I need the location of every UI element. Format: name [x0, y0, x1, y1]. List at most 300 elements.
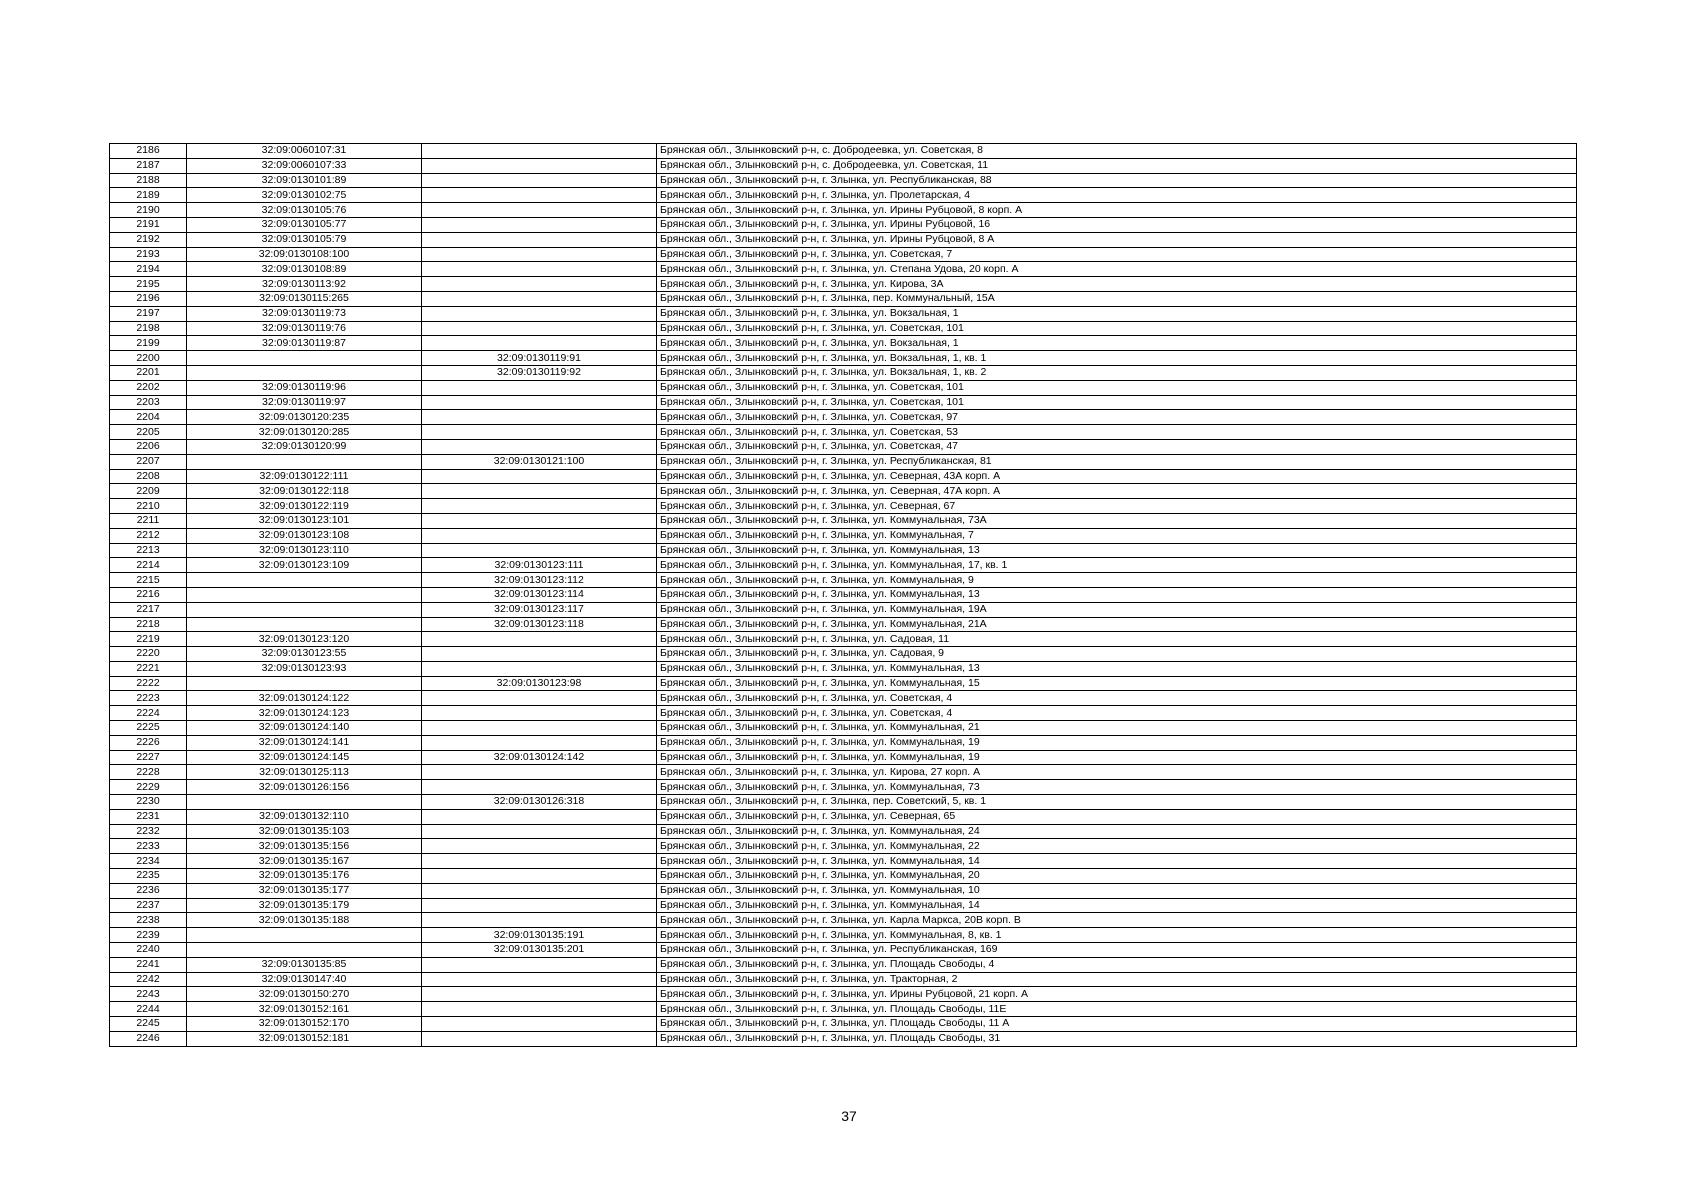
cadastral-number-cell: 32:09:0130152:170: [187, 1017, 422, 1032]
row-number-cell: 2223: [110, 691, 187, 706]
row-number-cell: 2211: [110, 513, 187, 528]
table-row: [110, 913, 1577, 928]
address-cell: Брянская обл., Злынковский р-н, г. Злынка, ул. Коммунальная, 21А: [657, 617, 1577, 632]
table-row: [110, 661, 1577, 676]
address-cell: Брянская обл., Злынковский р-н, г. Злынка, ул. Ирины Рубцовой, 16: [657, 217, 1577, 232]
row-number-cell: 2199: [110, 336, 187, 351]
cadastral-number-cell: 32:09:0130132:110: [187, 809, 422, 824]
premises-cadastral-number-cell: [422, 1031, 657, 1046]
premises-cadastral-number-cell: [422, 425, 657, 440]
row-number-cell: 2230: [110, 795, 187, 810]
table-row: [110, 854, 1577, 869]
address-cell: Брянская обл., Злынковский р-н, г. Злынка, ул. Коммунальная, 15: [657, 676, 1577, 691]
premises-cadastral-number-cell: [422, 321, 657, 336]
row-number-cell: 2202: [110, 380, 187, 395]
table-row: [110, 928, 1577, 943]
address-cell: Брянская обл., Злынковский р-н, г. Злынка, ул. Ирины Рубцовой, 21 корп. А: [657, 987, 1577, 1002]
premises-cadastral-number-cell: [422, 410, 657, 425]
cadastral-number-cell: 32:09:0130120:235: [187, 410, 422, 425]
premises-cadastral-number-cell: [422, 854, 657, 869]
premises-cadastral-number-cell: [422, 691, 657, 706]
table-row: [110, 824, 1577, 839]
row-number-cell: 2195: [110, 277, 187, 292]
premises-cadastral-number-cell: [422, 765, 657, 780]
table-row: [110, 795, 1577, 810]
premises-cadastral-number-cell: [422, 277, 657, 292]
address-cell: Брянская обл., Злынковский р-н, г. Злынка, ул. Северная, 47А корп. А: [657, 484, 1577, 499]
row-number-cell: 2212: [110, 528, 187, 543]
address-cell: Брянская обл., Злынковский р-н, г. Злынка, ул. Кирова, 3А: [657, 277, 1577, 292]
table-row: [110, 158, 1577, 173]
address-cell: Брянская обл., Злынковский р-н, г. Злынка, ул. Вокзальная, 1, кв. 2: [657, 365, 1577, 380]
row-number-cell: 2246: [110, 1031, 187, 1046]
cadastral-number-cell: [187, 365, 422, 380]
address-cell: Брянская обл., Злынковский р-н, г. Злынка, ул. Ирины Рубцовой, 8 корп. А: [657, 203, 1577, 218]
row-number-cell: 2240: [110, 943, 187, 958]
premises-cadastral-number-cell: 32:09:0130119:92: [422, 365, 657, 380]
address-cell: Брянская обл., Злынковский р-н, г. Злынка, ул. Садовая, 9: [657, 647, 1577, 662]
cadastral-number-cell: [187, 602, 422, 617]
premises-cadastral-number-cell: [422, 336, 657, 351]
cadastral-number-cell: 32:09:0130120:285: [187, 425, 422, 440]
address-cell: Брянская обл., Злынковский р-н, г. Злынка, ул. Северная, 67: [657, 499, 1577, 514]
premises-cadastral-number-cell: 32:09:0130123:118: [422, 617, 657, 632]
premises-cadastral-number-cell: [422, 291, 657, 306]
table-row: [110, 1017, 1577, 1032]
cadastral-number-cell: 32:09:0130135:176: [187, 869, 422, 884]
row-number-cell: 2233: [110, 839, 187, 854]
table-row: [110, 528, 1577, 543]
table-row: [110, 321, 1577, 336]
table-row: [110, 898, 1577, 913]
cadastral-number-cell: 32:09:0130119:87: [187, 336, 422, 351]
row-number-cell: 2243: [110, 987, 187, 1002]
table-row: [110, 883, 1577, 898]
premises-cadastral-number-cell: [422, 809, 657, 824]
premises-cadastral-number-cell: [422, 632, 657, 647]
address-cell: Брянская обл., Злынковский р-н, г. Злынка, ул. Коммунальная, 73А: [657, 513, 1577, 528]
address-cell: Брянская обл., Злынковский р-н, г. Злынка, ул. Площадь Свободы, 11Е: [657, 1002, 1577, 1017]
cadastral-number-cell: 32:09:0130119:73: [187, 306, 422, 321]
cadastral-number-cell: [187, 454, 422, 469]
row-number-cell: 2219: [110, 632, 187, 647]
address-cell: Брянская обл., Злынковский р-н, г. Злынка, ул. Степана Удова, 20 корп. А: [657, 262, 1577, 277]
premises-cadastral-number-cell: [422, 380, 657, 395]
row-number-cell: 2237: [110, 898, 187, 913]
premises-cadastral-number-cell: 32:09:0130124:142: [422, 750, 657, 765]
row-number-cell: 2213: [110, 543, 187, 558]
table-row: [110, 957, 1577, 972]
premises-cadastral-number-cell: 32:09:0130123:111: [422, 558, 657, 573]
cadastral-number-cell: 32:09:0130124:123: [187, 706, 422, 721]
row-number-cell: 2232: [110, 824, 187, 839]
row-number-cell: 2188: [110, 173, 187, 188]
cadastral-number-cell: 32:09:0130147:40: [187, 972, 422, 987]
cadastral-number-cell: 32:09:0130124:141: [187, 735, 422, 750]
cadastral-number-cell: 32:09:0130152:181: [187, 1031, 422, 1046]
table-row: [110, 543, 1577, 558]
table-row: [110, 750, 1577, 765]
row-number-cell: 2217: [110, 602, 187, 617]
cadastral-number-cell: 32:09:0130124:140: [187, 721, 422, 736]
address-cell: Брянская обл., Злынковский р-н, г. Злынка, ул. Республиканская, 81: [657, 454, 1577, 469]
cadastral-number-cell: [187, 795, 422, 810]
table-row: [110, 987, 1577, 1002]
premises-cadastral-number-cell: [422, 987, 657, 1002]
row-number-cell: 2194: [110, 262, 187, 277]
table-row: [110, 336, 1577, 351]
table-row: [110, 1002, 1577, 1017]
table-row: [110, 351, 1577, 366]
table-row: [110, 706, 1577, 721]
cadastral-number-cell: 32:09:0130135:177: [187, 883, 422, 898]
cadastral-number-cell: 32:09:0130135:103: [187, 824, 422, 839]
premises-cadastral-number-cell: [422, 158, 657, 173]
row-number-cell: 2241: [110, 957, 187, 972]
table-row: [110, 203, 1577, 218]
address-cell: Брянская обл., Злынковский р-н, г. Злынка, ул. Коммунальная, 24: [657, 824, 1577, 839]
row-number-cell: 2227: [110, 750, 187, 765]
table-row: [110, 943, 1577, 958]
address-cell: Брянская обл., Злынковский р-н, г. Злынка, ул. Вокзальная, 1, кв. 1: [657, 351, 1577, 366]
cadastral-number-cell: [187, 351, 422, 366]
cadastral-number-cell: 32:09:0130135:179: [187, 898, 422, 913]
row-number-cell: 2228: [110, 765, 187, 780]
cadastral-number-cell: 32:09:0130123:101: [187, 513, 422, 528]
premises-cadastral-number-cell: [422, 247, 657, 262]
address-cell: Брянская обл., Злынковский р-н, г. Злынка, ул. Коммунальная, 22: [657, 839, 1577, 854]
cadastral-number-cell: 32:09:0130135:167: [187, 854, 422, 869]
premises-cadastral-number-cell: 32:09:0130121:100: [422, 454, 657, 469]
row-number-cell: 2207: [110, 454, 187, 469]
cadastral-number-cell: [187, 928, 422, 943]
row-number-cell: 2231: [110, 809, 187, 824]
cadastral-number-cell: 32:09:0130101:89: [187, 173, 422, 188]
address-cell: Брянская обл., Злынковский р-н, г. Злынка, ул. Коммунальная, 13: [657, 587, 1577, 602]
cadastral-number-cell: [187, 617, 422, 632]
row-number-cell: 2208: [110, 469, 187, 484]
premises-cadastral-number-cell: [422, 647, 657, 662]
table-row: [110, 839, 1577, 854]
cadastral-number-cell: 32:09:0130115:265: [187, 291, 422, 306]
premises-cadastral-number-cell: [422, 232, 657, 247]
cadastral-number-cell: 32:09:0130102:75: [187, 188, 422, 203]
cadastral-number-cell: 32:09:0130125:113: [187, 765, 422, 780]
premises-cadastral-number-cell: 32:09:0130123:117: [422, 602, 657, 617]
address-cell: Брянская обл., Злынковский р-н, г. Злынка, ул. Советская, 97: [657, 410, 1577, 425]
cadastral-number-cell: [187, 573, 422, 588]
premises-cadastral-number-cell: 32:09:0130119:91: [422, 351, 657, 366]
address-cell: Брянская обл., Злынковский р-н, г. Злынка, ул. Советская, 47: [657, 439, 1577, 454]
row-number-cell: 2225: [110, 721, 187, 736]
table-row: [110, 780, 1577, 795]
table-row: [110, 1031, 1577, 1046]
address-cell: Брянская обл., Злынковский р-н, г. Злынка, ул. Советская, 101: [657, 380, 1577, 395]
address-cell: Брянская обл., Злынковский р-н, г. Злынка, ул. Коммунальная, 17, кв. 1: [657, 558, 1577, 573]
address-cell: Брянская обл., Злынковский р-н, г. Злынка, ул. Республиканская, 88: [657, 173, 1577, 188]
cadastral-number-cell: 32:09:0130122:119: [187, 499, 422, 514]
cadastral-number-cell: 32:09:0130123:120: [187, 632, 422, 647]
address-cell: Брянская обл., Злынковский р-н, г. Злынка, ул. Коммунальная, 10: [657, 883, 1577, 898]
row-number-cell: 2200: [110, 351, 187, 366]
premises-cadastral-number-cell: [422, 513, 657, 528]
table-row: [110, 765, 1577, 780]
table-row: [110, 869, 1577, 884]
premises-cadastral-number-cell: [422, 217, 657, 232]
row-number-cell: 2226: [110, 735, 187, 750]
cadastral-number-cell: 32:09:0130105:77: [187, 217, 422, 232]
cadastral-number-cell: 32:09:0130152:161: [187, 1002, 422, 1017]
row-number-cell: 2191: [110, 217, 187, 232]
address-cell: Брянская обл., Злынковский р-н, г. Злынка, ул. Кирова, 27 корп. А: [657, 765, 1577, 780]
premises-cadastral-number-cell: [422, 957, 657, 972]
cadastral-number-cell: 32:09:0130113:92: [187, 277, 422, 292]
cadastral-number-cell: 32:09:0130123:110: [187, 543, 422, 558]
premises-cadastral-number-cell: [422, 721, 657, 736]
table-row: [110, 306, 1577, 321]
row-number-cell: 2189: [110, 188, 187, 203]
table-row: [110, 188, 1577, 203]
row-number-cell: 2192: [110, 232, 187, 247]
premises-cadastral-number-cell: [422, 173, 657, 188]
row-number-cell: 2204: [110, 410, 187, 425]
row-number-cell: 2236: [110, 883, 187, 898]
row-number-cell: 2203: [110, 395, 187, 410]
address-cell: Брянская обл., Злынковский р-н, г. Злынка, ул. Площадь Свободы, 4: [657, 957, 1577, 972]
row-number-cell: 2221: [110, 661, 187, 676]
premises-cadastral-number-cell: [422, 898, 657, 913]
table-row: [110, 691, 1577, 706]
table-row: [110, 499, 1577, 514]
address-cell: Брянская обл., Злынковский р-н, г. Злынка, ул. Пролетарская, 4: [657, 188, 1577, 203]
address-cell: Брянская обл., Злынковский р-н, г. Злынка, ул. Советская, 101: [657, 395, 1577, 410]
address-cell: Брянская обл., Злынковский р-н, г. Злынка, ул. Коммунальная, 9: [657, 573, 1577, 588]
cadastral-number-cell: [187, 943, 422, 958]
row-number-cell: 2198: [110, 321, 187, 336]
cadastral-number-cell: 32:09:0130123:109: [187, 558, 422, 573]
cadastral-number-cell: 32:09:0060107:31: [187, 144, 422, 159]
row-number-cell: 2234: [110, 854, 187, 869]
cadastral-number-cell: 32:09:0130135:156: [187, 839, 422, 854]
address-cell: Брянская обл., Злынковский р-н, г. Злынка, ул. Площадь Свободы, 31: [657, 1031, 1577, 1046]
table-row: [110, 735, 1577, 750]
row-number-cell: 2218: [110, 617, 187, 632]
row-number-cell: 2245: [110, 1017, 187, 1032]
table-row: [110, 395, 1577, 410]
table-row: [110, 247, 1577, 262]
row-number-cell: 2222: [110, 676, 187, 691]
premises-cadastral-number-cell: [422, 203, 657, 218]
row-number-cell: 2244: [110, 1002, 187, 1017]
row-number-cell: 2238: [110, 913, 187, 928]
address-cell: Брянская обл., Злынковский р-н, г. Злынка, ул. Коммунальная, 13: [657, 661, 1577, 676]
row-number-cell: 2215: [110, 573, 187, 588]
address-cell: Брянская обл., Злынковский р-н, с. Добродеевка, ул. Советская, 11: [657, 158, 1577, 173]
address-cell: Брянская обл., Злынковский р-н, г. Злынка, ул. Северная, 43А корп. А: [657, 469, 1577, 484]
cadastral-number-cell: 32:09:0130124:145: [187, 750, 422, 765]
address-cell: Брянская обл., Злынковский р-н, г. Злынка, ул. Площадь Свободы, 11 А: [657, 1017, 1577, 1032]
address-cell: Брянская обл., Злынковский р-н, г. Злынка, ул. Коммунальная, 14: [657, 854, 1577, 869]
address-cell: Брянская обл., Злынковский р-н, г. Злынка, ул. Советская, 4: [657, 691, 1577, 706]
premises-cadastral-number-cell: 32:09:0130126:318: [422, 795, 657, 810]
premises-cadastral-number-cell: [422, 499, 657, 514]
premises-cadastral-number-cell: [422, 439, 657, 454]
premises-cadastral-number-cell: [422, 306, 657, 321]
table-row: [110, 439, 1577, 454]
cadastral-number-cell: 32:09:0130108:100: [187, 247, 422, 262]
cadastral-number-cell: [187, 676, 422, 691]
table-row: [110, 262, 1577, 277]
table-row: [110, 602, 1577, 617]
address-cell: Брянская обл., Злынковский р-н, г. Злынка, ул. Коммунальная, 7: [657, 528, 1577, 543]
address-cell: Брянская обл., Злынковский р-н, г. Злынка, ул. Советская, 7: [657, 247, 1577, 262]
row-number-cell: 2216: [110, 587, 187, 602]
registry-table-body: [110, 144, 1577, 1047]
row-number-cell: 2197: [110, 306, 187, 321]
cadastral-number-cell: [187, 587, 422, 602]
table-row: [110, 647, 1577, 662]
table-row: [110, 617, 1577, 632]
row-number-cell: 2196: [110, 291, 187, 306]
premises-cadastral-number-cell: 32:09:0130123:112: [422, 573, 657, 588]
premises-cadastral-number-cell: [422, 188, 657, 203]
row-number-cell: 2210: [110, 499, 187, 514]
table-row: [110, 410, 1577, 425]
premises-cadastral-number-cell: [422, 661, 657, 676]
address-cell: Брянская обл., Злынковский р-н, г. Злынка, ул. Коммунальная, 19А: [657, 602, 1577, 617]
table-row: [110, 587, 1577, 602]
address-cell: Брянская обл., Злынковский р-н, г. Злынка, пер. Коммунальный, 15А: [657, 291, 1577, 306]
cadastral-number-cell: 32:09:0130124:122: [187, 691, 422, 706]
address-cell: Брянская обл., Злынковский р-н, г. Злынка, ул. Тракторная, 2: [657, 972, 1577, 987]
address-cell: Брянская обл., Злынковский р-н, г. Злынка, ул. Коммунальная, 8, кв. 1: [657, 928, 1577, 943]
premises-cadastral-number-cell: [422, 883, 657, 898]
premises-cadastral-number-cell: [422, 839, 657, 854]
table-row: [110, 380, 1577, 395]
table-row: [110, 972, 1577, 987]
address-cell: Брянская обл., Злынковский р-н, г. Злынка, ул. Северная, 65: [657, 809, 1577, 824]
address-cell: Брянская обл., Злынковский р-н, г. Злынка, ул. Садовая, 11: [657, 632, 1577, 647]
row-number-cell: 2201: [110, 365, 187, 380]
cadastral-number-cell: 32:09:0130105:76: [187, 203, 422, 218]
row-number-cell: 2209: [110, 484, 187, 499]
cadastral-number-cell: 32:09:0130126:156: [187, 780, 422, 795]
table-row: [110, 484, 1577, 499]
address-cell: Брянская обл., Злынковский р-н, г. Злынка, ул. Вокзальная, 1: [657, 306, 1577, 321]
premises-cadastral-number-cell: [422, 913, 657, 928]
table-row: [110, 573, 1577, 588]
row-number-cell: 2205: [110, 425, 187, 440]
row-number-cell: 2214: [110, 558, 187, 573]
cadastral-number-cell: 32:09:0130123:55: [187, 647, 422, 662]
property-registry-table: [109, 143, 1577, 1047]
premises-cadastral-number-cell: [422, 484, 657, 499]
table-row: [110, 632, 1577, 647]
address-cell: Брянская обл., Злынковский р-н, с. Добродеевка, ул. Советская, 8: [657, 144, 1577, 159]
cadastral-number-cell: 32:09:0130120:99: [187, 439, 422, 454]
premises-cadastral-number-cell: [422, 780, 657, 795]
premises-cadastral-number-cell: [422, 706, 657, 721]
cadastral-number-cell: 32:09:0130119:97: [187, 395, 422, 410]
address-cell: Брянская обл., Злынковский р-н, г. Злынка, ул. Вокзальная, 1: [657, 336, 1577, 351]
address-cell: Брянская обл., Злынковский р-н, г. Злынка, ул. Советская, 101: [657, 321, 1577, 336]
row-number-cell: 2187: [110, 158, 187, 173]
row-number-cell: 2186: [110, 144, 187, 159]
row-number-cell: 2193: [110, 247, 187, 262]
address-cell: Брянская обл., Злынковский р-н, г. Злынка, ул. Коммунальная, 20: [657, 869, 1577, 884]
premises-cadastral-number-cell: [422, 262, 657, 277]
table-row: [110, 217, 1577, 232]
premises-cadastral-number-cell: [422, 1002, 657, 1017]
cadastral-number-cell: 32:09:0130105:79: [187, 232, 422, 247]
row-number-cell: 2224: [110, 706, 187, 721]
cadastral-number-cell: 32:09:0130122:111: [187, 469, 422, 484]
table-row: [110, 173, 1577, 188]
row-number-cell: 2229: [110, 780, 187, 795]
table-row: [110, 232, 1577, 247]
cadastral-number-cell: 32:09:0130119:76: [187, 321, 422, 336]
address-cell: Брянская обл., Злынковский р-н, г. Злынка, ул. Коммунальная, 19: [657, 750, 1577, 765]
table-row: [110, 291, 1577, 306]
cadastral-number-cell: 32:09:0130122:118: [187, 484, 422, 499]
table-row: [110, 469, 1577, 484]
address-cell: Брянская обл., Злынковский р-н, г. Злынка, ул. Коммунальная, 13: [657, 543, 1577, 558]
row-number-cell: 2235: [110, 869, 187, 884]
premises-cadastral-number-cell: [422, 735, 657, 750]
table-row: [110, 721, 1577, 736]
row-number-cell: 2190: [110, 203, 187, 218]
cadastral-number-cell: 32:09:0130123:93: [187, 661, 422, 676]
cadastral-number-cell: 32:09:0130108:89: [187, 262, 422, 277]
premises-cadastral-number-cell: [422, 972, 657, 987]
premises-cadastral-number-cell: [422, 395, 657, 410]
address-cell: Брянская обл., Злынковский р-н, г. Злынка, ул. Коммунальная, 14: [657, 898, 1577, 913]
premises-cadastral-number-cell: [422, 1017, 657, 1032]
table-row: [110, 513, 1577, 528]
premises-cadastral-number-cell: 32:09:0130135:191: [422, 928, 657, 943]
premises-cadastral-number-cell: [422, 528, 657, 543]
cadastral-number-cell: 32:09:0130150:270: [187, 987, 422, 1002]
premises-cadastral-number-cell: 32:09:0130135:201: [422, 943, 657, 958]
table-row: [110, 425, 1577, 440]
row-number-cell: 2220: [110, 647, 187, 662]
cadastral-number-cell: 32:09:0130135:85: [187, 957, 422, 972]
address-cell: Брянская обл., Злынковский р-н, г. Злынка, ул. Коммунальная, 73: [657, 780, 1577, 795]
table-row: [110, 144, 1577, 159]
table-row: [110, 676, 1577, 691]
table-row: [110, 558, 1577, 573]
address-cell: Брянская обл., Злынковский р-н, г. Злынка, ул. Коммунальная, 21: [657, 721, 1577, 736]
cadastral-number-cell: 32:09:0060107:33: [187, 158, 422, 173]
row-number-cell: 2242: [110, 972, 187, 987]
address-cell: Брянская обл., Злынковский р-н, г. Злынка, ул. Советская, 53: [657, 425, 1577, 440]
address-cell: Брянская обл., Злынковский р-н, г. Злынка, пер. Советский, 5, кв. 1: [657, 795, 1577, 810]
address-cell: Брянская обл., Злынковский р-н, г. Злынка, ул. Ирины Рубцовой, 8 А: [657, 232, 1577, 247]
table-row: [110, 277, 1577, 292]
premises-cadastral-number-cell: [422, 869, 657, 884]
address-cell: Брянская обл., Злынковский р-н, г. Злынка, ул. Карла Маркса, 20В корп. В: [657, 913, 1577, 928]
table-row: [110, 365, 1577, 380]
table-row: [110, 809, 1577, 824]
premises-cadastral-number-cell: 32:09:0130123:98: [422, 676, 657, 691]
address-cell: Брянская обл., Злынковский р-н, г. Злынка, ул. Республиканская, 169: [657, 943, 1577, 958]
cadastral-number-cell: 32:09:0130123:108: [187, 528, 422, 543]
page-number: 37: [841, 1108, 857, 1124]
address-cell: Брянская обл., Злынковский р-н, г. Злынка, ул. Коммунальная, 19: [657, 735, 1577, 750]
premises-cadastral-number-cell: [422, 144, 657, 159]
premises-cadastral-number-cell: [422, 543, 657, 558]
row-number-cell: 2206: [110, 439, 187, 454]
